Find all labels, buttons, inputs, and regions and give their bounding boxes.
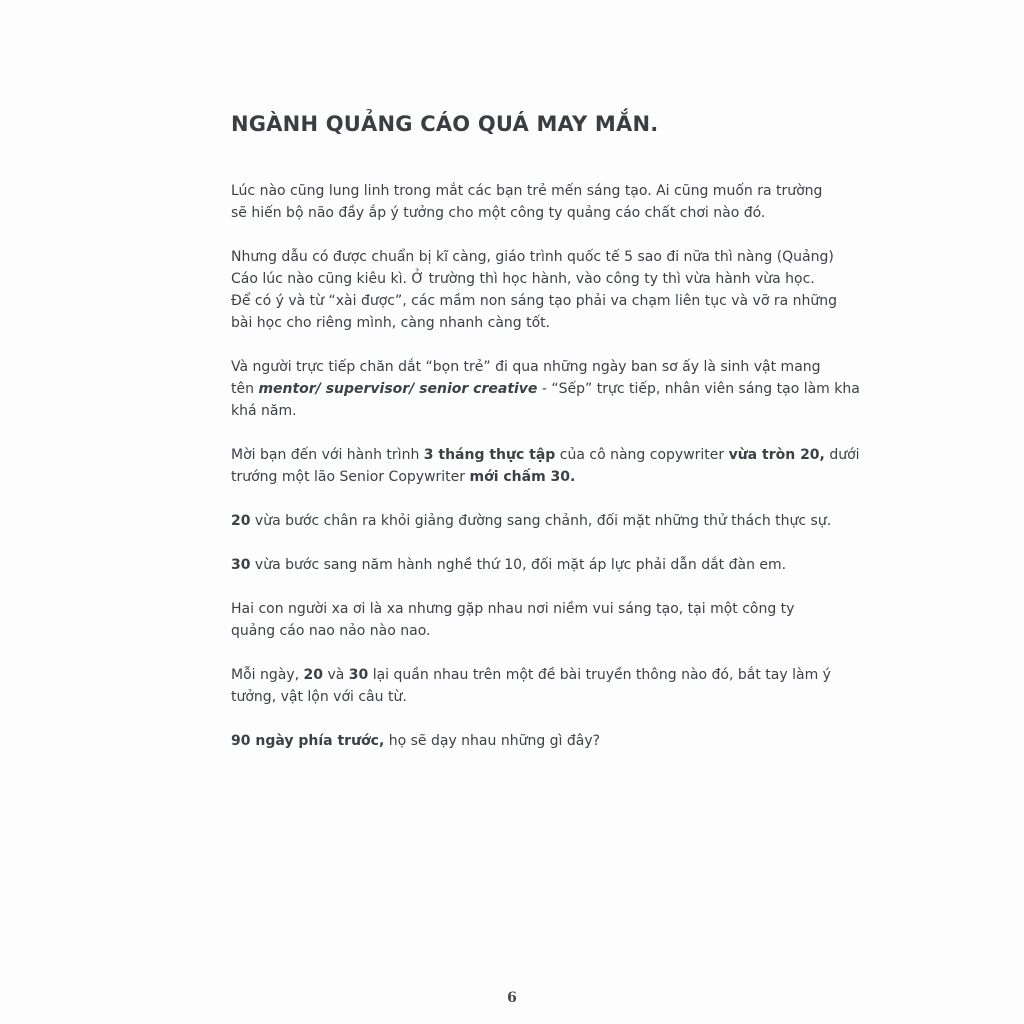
text-line: Hai con người xa ơi là xa nhưng gặp nhau nơi niềm vui sáng tạo, tại một công ty bbox=[231, 601, 795, 617]
text-segment: Mỗi ngày, bbox=[231, 667, 304, 683]
paragraph-3 bbox=[231, 356, 860, 422]
text-segment: Mời bạn đến với hành trình bbox=[231, 447, 424, 463]
bold-text: 90 ngày phía trước, bbox=[231, 733, 385, 749]
paragraph-5 bbox=[231, 510, 832, 532]
bold-text: mới chấm 30. bbox=[469, 469, 576, 485]
text-segment: tên bbox=[231, 381, 259, 397]
text-line: khá năm. bbox=[231, 403, 297, 419]
text-line: quảng cáo nao nảo nào nao. bbox=[231, 623, 431, 639]
text-segment: trướng một lão Senior Copywriter bbox=[231, 469, 470, 485]
bold-text: 30 bbox=[348, 667, 369, 683]
text-line: sẽ hiến bộ não đầy ắp ý tưởng cho một công ty quảng cáo chất chơi nào đó. bbox=[231, 205, 766, 221]
text-line: bài học cho riêng mình, càng nhanh càng tốt. bbox=[231, 315, 551, 331]
text-line: tưởng, vật lộn với câu từ. bbox=[231, 689, 407, 705]
text-segment: vừa bước chân ra khỏi giảng đường sang chảnh, đối mặt những thử thách thực sự. bbox=[250, 513, 832, 529]
paragraph-9 bbox=[231, 730, 783, 752]
text-line: Nhưng dẫu có được chuẩn bị kĩ càng, giáo trình quốc tế 5 sao đi nữa thì nàng (Quảng) bbox=[231, 249, 834, 265]
text-segment: họ sẽ dạy nhau những gì đây? bbox=[384, 733, 601, 749]
text-segment: vừa bước sang năm hành nghề thứ 10, đối mặt áp lực phải dẫn dắt đàn em. bbox=[250, 557, 787, 573]
text-line: Và người trực tiếp chăn dắt “bọn trẻ” đi qua những ngày ban sơ ấy là sinh vật mang bbox=[231, 359, 821, 375]
bold-text: 30 bbox=[231, 557, 251, 573]
bold-text: 3 tháng thực tập bbox=[423, 447, 556, 463]
text-line bbox=[231, 444, 860, 466]
text-line bbox=[231, 554, 787, 576]
paragraph-4 bbox=[231, 444, 860, 488]
emphasis-text: mentor/ supervisor/ senior creative bbox=[258, 381, 538, 397]
text-line bbox=[231, 510, 832, 532]
text-line bbox=[231, 664, 831, 686]
text-segment: của cô nàng copywriter bbox=[555, 447, 729, 463]
text-segment: - “Sếp” trực tiếp, nhân viên sáng tạo làm kha bbox=[537, 381, 860, 397]
text-line bbox=[231, 466, 783, 488]
text-segment: lại quần nhau trên một đề bài truyền thông nào đó, bắt tay làm ý bbox=[368, 667, 831, 683]
bold-text: 20 bbox=[231, 513, 251, 529]
text-line: Để có ý và từ “xài được”, các mầm non sáng tạo phải va chạm liên tục và vỡ ra những bbox=[231, 293, 838, 309]
paragraph-1 bbox=[231, 180, 823, 224]
bold-text: vừa tròn 20, bbox=[728, 447, 825, 463]
text-line bbox=[231, 730, 783, 752]
paragraph-7 bbox=[231, 598, 795, 642]
text-line: Cáo lúc nào cũng kiêu kì. Ở trường thì học hành, vào công ty thì vừa hành vừa học. bbox=[231, 271, 815, 287]
text-segment: và bbox=[323, 667, 349, 683]
chapter-title: NGÀNH QUẢNG CÁO QUÁ MAY MẮN. bbox=[231, 112, 659, 136]
text-segment: dưới bbox=[824, 447, 860, 463]
text-line bbox=[231, 378, 860, 400]
paragraph-2 bbox=[231, 246, 838, 334]
paragraph-8 bbox=[231, 664, 831, 708]
bold-text: 20 bbox=[303, 667, 323, 683]
paragraph-6 bbox=[231, 554, 787, 576]
page-number: 6 bbox=[507, 990, 517, 1006]
body-text bbox=[231, 180, 860, 774]
text-line: Lúc nào cũng lung linh trong mắt các bạn trẻ mến sáng tạo. Ai cũng muốn ra trường bbox=[231, 183, 823, 199]
